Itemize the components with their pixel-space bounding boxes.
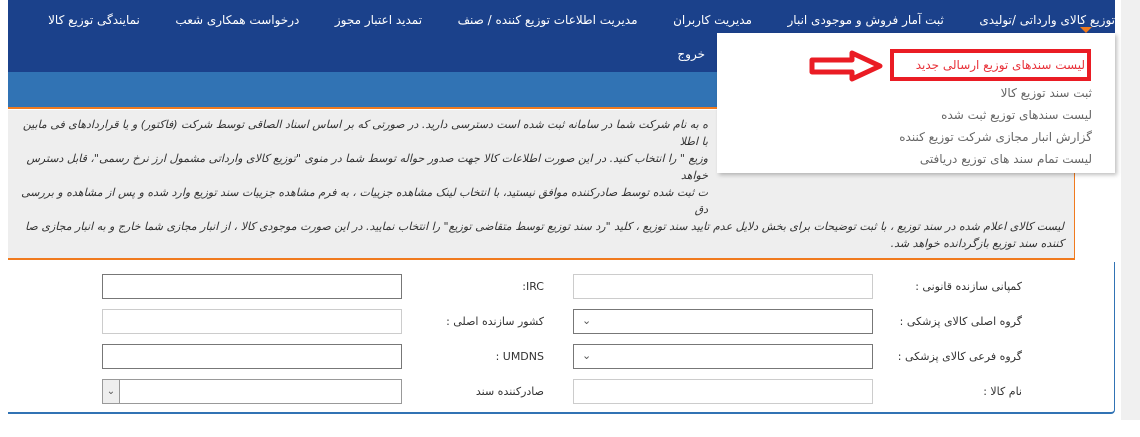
arrow-right-icon <box>808 50 884 82</box>
sub-group-label: گروه فرعی کالای پزشکی : <box>897 350 1022 363</box>
legal-manufacturer-label: کمپانی سازنده قانونی : <box>915 280 1022 293</box>
irc-input[interactable] <box>102 274 402 299</box>
info-line: کننده سند توزیع بازگردانده خواهد شد. <box>890 237 1064 250</box>
nav-item-import-distribution[interactable]: توزیع کالای وارداتی /تولیدی <box>979 13 1115 27</box>
chevron-down-icon: ⌄ <box>103 380 120 403</box>
info-line: ت ثبت شده توسط صادرکننده موافق نیستید، با انتخاب لینک مشاهده جزییات ، به فرم مشاهده جزییات سند توزیع وارد شده و پس از مشاهده و بررسی دق <box>21 186 708 216</box>
chevron-down-icon: ⌄ <box>582 349 592 362</box>
menu-item-received-docs[interactable]: لیست تمام سند های توزیع دریافتی <box>919 152 1092 166</box>
nav-item-sales-stats[interactable]: ثبت آمار فروش و موجودی انبار <box>787 13 944 27</box>
product-name-label: نام کالا : <box>983 385 1022 398</box>
nav-item-license-renewal[interactable]: تمدید اعتبار مجوز <box>334 13 423 27</box>
origin-country-label: کشور سازنده اصلی : <box>446 315 544 328</box>
nav-menu <box>48 13 1115 27</box>
issuer-label: صادرکننده سند <box>475 385 544 398</box>
nav-item-logout[interactable]: خروج <box>677 47 705 61</box>
search-form <box>8 262 1115 414</box>
menu-item-register-doc[interactable]: ثبت سند توزیع کالا <box>1000 86 1092 100</box>
umdns-label: UMDNS : <box>495 350 544 363</box>
origin-country-input[interactable] <box>102 309 402 334</box>
nav-item-distributor-info[interactable]: مدیریت اطلاعات توزیع کننده / صنف <box>457 13 638 27</box>
scrollbar[interactable] <box>1121 0 1140 420</box>
menu-item-registered-docs[interactable]: لیست سندهای توزیع ثبت شده <box>941 108 1092 122</box>
main-group-select[interactable] <box>573 309 873 334</box>
umdns-input[interactable] <box>102 344 402 369</box>
main-group-label: گروه اصلی کالای پزشکی : <box>899 315 1022 328</box>
nav-item-branch-request[interactable]: درخواست همکاری شعب <box>175 13 300 27</box>
product-name-input[interactable] <box>573 379 873 404</box>
menu-item-warehouse-report[interactable]: گزارش انبار مجازی شرکت توزیع کننده <box>899 130 1092 144</box>
submenu-dropdown <box>717 33 1115 173</box>
legal-manufacturer-input[interactable] <box>573 274 873 299</box>
irc-label: IRC: <box>522 280 544 293</box>
info-line: ه به نام شرکت شما در سامانه ثبت شده است دسترسی دارید. در صورتی که بر اساس اسناد الصاقی توسط شرکت (فاکتور) و یا قراردادهای فی مابین با اطلا <box>22 118 708 148</box>
info-line: لیست کالای اعلام شده در سند توزیع ، با ثبت توضیحات برای بخش دلایل عدم تایید سند توزیع ، کلید "رد سند توزیع توسط متقاضی توزیع" را انتخاب نمایید. در این صورت موجودی کالا ، از انبار مجازی شما خارج و به انبار مجازی صا <box>25 220 1064 233</box>
info-top-block <box>18 116 708 218</box>
issuer-select[interactable] <box>102 379 402 404</box>
nav-item-agency[interactable]: نمایندگی توزیع کالا <box>48 13 140 27</box>
nav-item-users[interactable]: مدیریت کاربران <box>673 13 752 27</box>
menu-item-new-sent-docs[interactable]: لیست سندهای توزیع ارسالی جدید <box>915 58 1085 72</box>
info-line: وزیع " را انتخاب کنید. در این صورت اطلاعات کالا جهت صدور حواله توسط شما در منوی "توزیع کالای وارداتی مشمول ارز نرخ رسمی"، قابل دسترس خواهد <box>26 152 708 182</box>
chevron-down-icon: ⌄ <box>582 314 592 327</box>
sub-group-select[interactable] <box>573 344 873 369</box>
